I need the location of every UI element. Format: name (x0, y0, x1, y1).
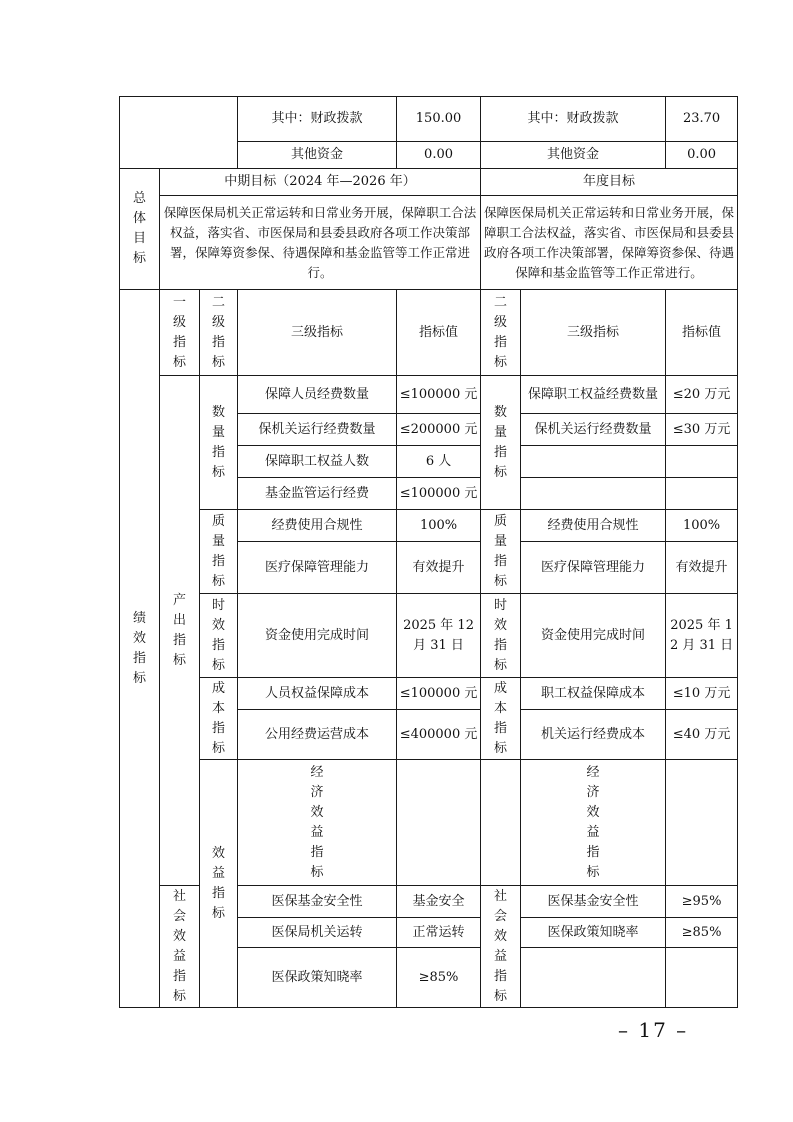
performance-goal-table (119, 96, 738, 1008)
indicator-name: 医保政策知晓率 (238, 948, 397, 1008)
indicator-name: 经费使用合规性 (521, 510, 666, 542)
indicator-value: ≤10 万元 (666, 678, 738, 710)
indicator-value: ≥85% (397, 948, 481, 1008)
indicator-value: ≤400000 元 (397, 710, 481, 760)
year-goal-text: 保障医保局机关正常运转和日常业务开展，保障职工合法权益，落实省、市医保局和县委县政府各项工作决策部署，保障筹资参保、待遇保障和基金监管等工作正常进行。 (481, 196, 738, 290)
mid-goal-header: 中期目标（2024 年—2026 年） (160, 169, 481, 196)
year-fiscal-value: 23.70 (666, 97, 738, 142)
indicator-value: 6 人 (397, 446, 481, 478)
mid-fiscal-value: 150.00 (397, 97, 481, 142)
indicator-value (666, 478, 738, 510)
indicator-value: ≥85% (666, 918, 738, 948)
indicator-name: 机关运行经费成本 (521, 710, 666, 760)
indicator-name: 经费使用合规性 (238, 510, 397, 542)
year-fiscal-label: 其中：财政拨款 (481, 97, 666, 142)
cost-year-label: 成 本 指 标 (481, 678, 521, 760)
social-mid-label: 社 会 效 益 指 标 (160, 886, 200, 1008)
indicator-name (521, 948, 666, 1008)
year-other-value: 0.00 (666, 142, 738, 169)
quantity-year-label: 数 量 指 标 (481, 376, 521, 510)
indicator-name: 职工权益保障成本 (521, 678, 666, 710)
quality-mid-label: 质 量 指 标 (200, 510, 238, 594)
level3-header-mid: 三级指标 (238, 290, 397, 376)
indicator-value (666, 948, 738, 1008)
output-indicator-label: 产 出 指 标 (160, 376, 200, 886)
indicator-name: 基金监管运行经费 (238, 478, 397, 510)
indicator-name: 人员权益保障成本 (238, 678, 397, 710)
indicator-value: 有效提升 (397, 542, 481, 594)
year-other-label: 其他资金 (481, 142, 666, 169)
indicator-value: ≤30 万元 (666, 414, 738, 446)
level2-header-mid: 二 级 指 标 (200, 290, 238, 376)
indicator-value: ≤200000 元 (397, 414, 481, 446)
indicator-name: 医疗保障管理能力 (521, 542, 666, 594)
mid-goal-text: 保障医保局机关正常运转和日常业务开展，保障职工合法权益，落实省、市医保局和县委县政府各项工作决策部署，保障筹资参保、待遇保障和基金监管等工作正常进行。 (160, 196, 481, 290)
blank-cell (120, 97, 238, 169)
indicator-name: 保机关运行经费数量 (238, 414, 397, 446)
time-mid-label: 时 效 指 标 (200, 594, 238, 678)
indicator-name (521, 446, 666, 478)
indicator-value: ≤100000 元 (397, 478, 481, 510)
level3-header-year: 三级指标 (521, 290, 666, 376)
performance-indicator-label: 绩 效 指 标 (120, 290, 160, 1008)
quantity-mid-label: 数 量 指 标 (200, 376, 238, 510)
indicator-name: 资金使用完成时间 (521, 594, 666, 678)
value-header-mid: 指标值 (397, 290, 481, 376)
indicator-name: 保障职工权益人数 (238, 446, 397, 478)
indicator-name: 医保基金安全性 (521, 886, 666, 918)
indicator-value: 基金安全 (397, 886, 481, 918)
indicator-value: 有效提升 (666, 542, 738, 594)
level1-header: 一 级 指 标 (160, 290, 200, 376)
overall-goal-label: 总 体 目 标 (120, 169, 160, 290)
indicator-value: 正常运转 (397, 918, 481, 948)
indicator-name: 保机关运行经费数量 (521, 414, 666, 446)
indicator-value: ≥95% (666, 886, 738, 918)
indicator-value: ≤100000 元 (397, 678, 481, 710)
mid-fiscal-label: 其中：财政拨款 (238, 97, 397, 142)
indicator-value: 100% (666, 510, 738, 542)
mid-other-label: 其他资金 (238, 142, 397, 169)
social-year-label: 社 会 效 益 指 标 (481, 886, 521, 1008)
indicator-value: ≤100000 元 (397, 376, 481, 414)
indicator-value (481, 760, 521, 886)
indicator-value: 2025 年 12 月 31 日 (397, 594, 481, 678)
benefit-indicator-label: 效 益 指 标 (200, 760, 238, 1008)
quality-year-label: 质 量 指 标 (481, 510, 521, 594)
time-year-label: 时 效 指 标 (481, 594, 521, 678)
economic-mid-label: 经 济 效 益 指 标 (238, 760, 397, 886)
page-number: – 17 – (618, 1018, 689, 1042)
indicator-name: 保障人员经费数量 (238, 376, 397, 414)
indicator-name: 资金使用完成时间 (238, 594, 397, 678)
year-goal-header: 年度目标 (481, 169, 738, 196)
indicator-value: ≤40 万元 (666, 710, 738, 760)
indicator-name: 保障职工权益经费数量 (521, 376, 666, 414)
indicator-name: 医疗保障管理能力 (238, 542, 397, 594)
indicator-name: 公用经费运营成本 (238, 710, 397, 760)
level2-header-year: 二 级 指 标 (481, 290, 521, 376)
indicator-value: ≤20 万元 (666, 376, 738, 414)
indicator-name: 医保政策知晓率 (521, 918, 666, 948)
economic-year-label: 经 济 效 益 指 标 (521, 760, 666, 886)
indicator-value: 100% (397, 510, 481, 542)
cost-mid-label: 成 本 指 标 (200, 678, 238, 760)
mid-other-value: 0.00 (397, 142, 481, 169)
indicator-value (666, 446, 738, 478)
indicator-name (397, 760, 481, 886)
indicator-name: 医保基金安全性 (238, 886, 397, 918)
value-header-year: 指标值 (666, 290, 738, 376)
indicator-name: 医保局机关运转 (238, 918, 397, 948)
indicator-value: 2025 年 12 月 31 日 (666, 594, 738, 678)
indicator-name (666, 760, 738, 886)
indicator-name (521, 478, 666, 510)
